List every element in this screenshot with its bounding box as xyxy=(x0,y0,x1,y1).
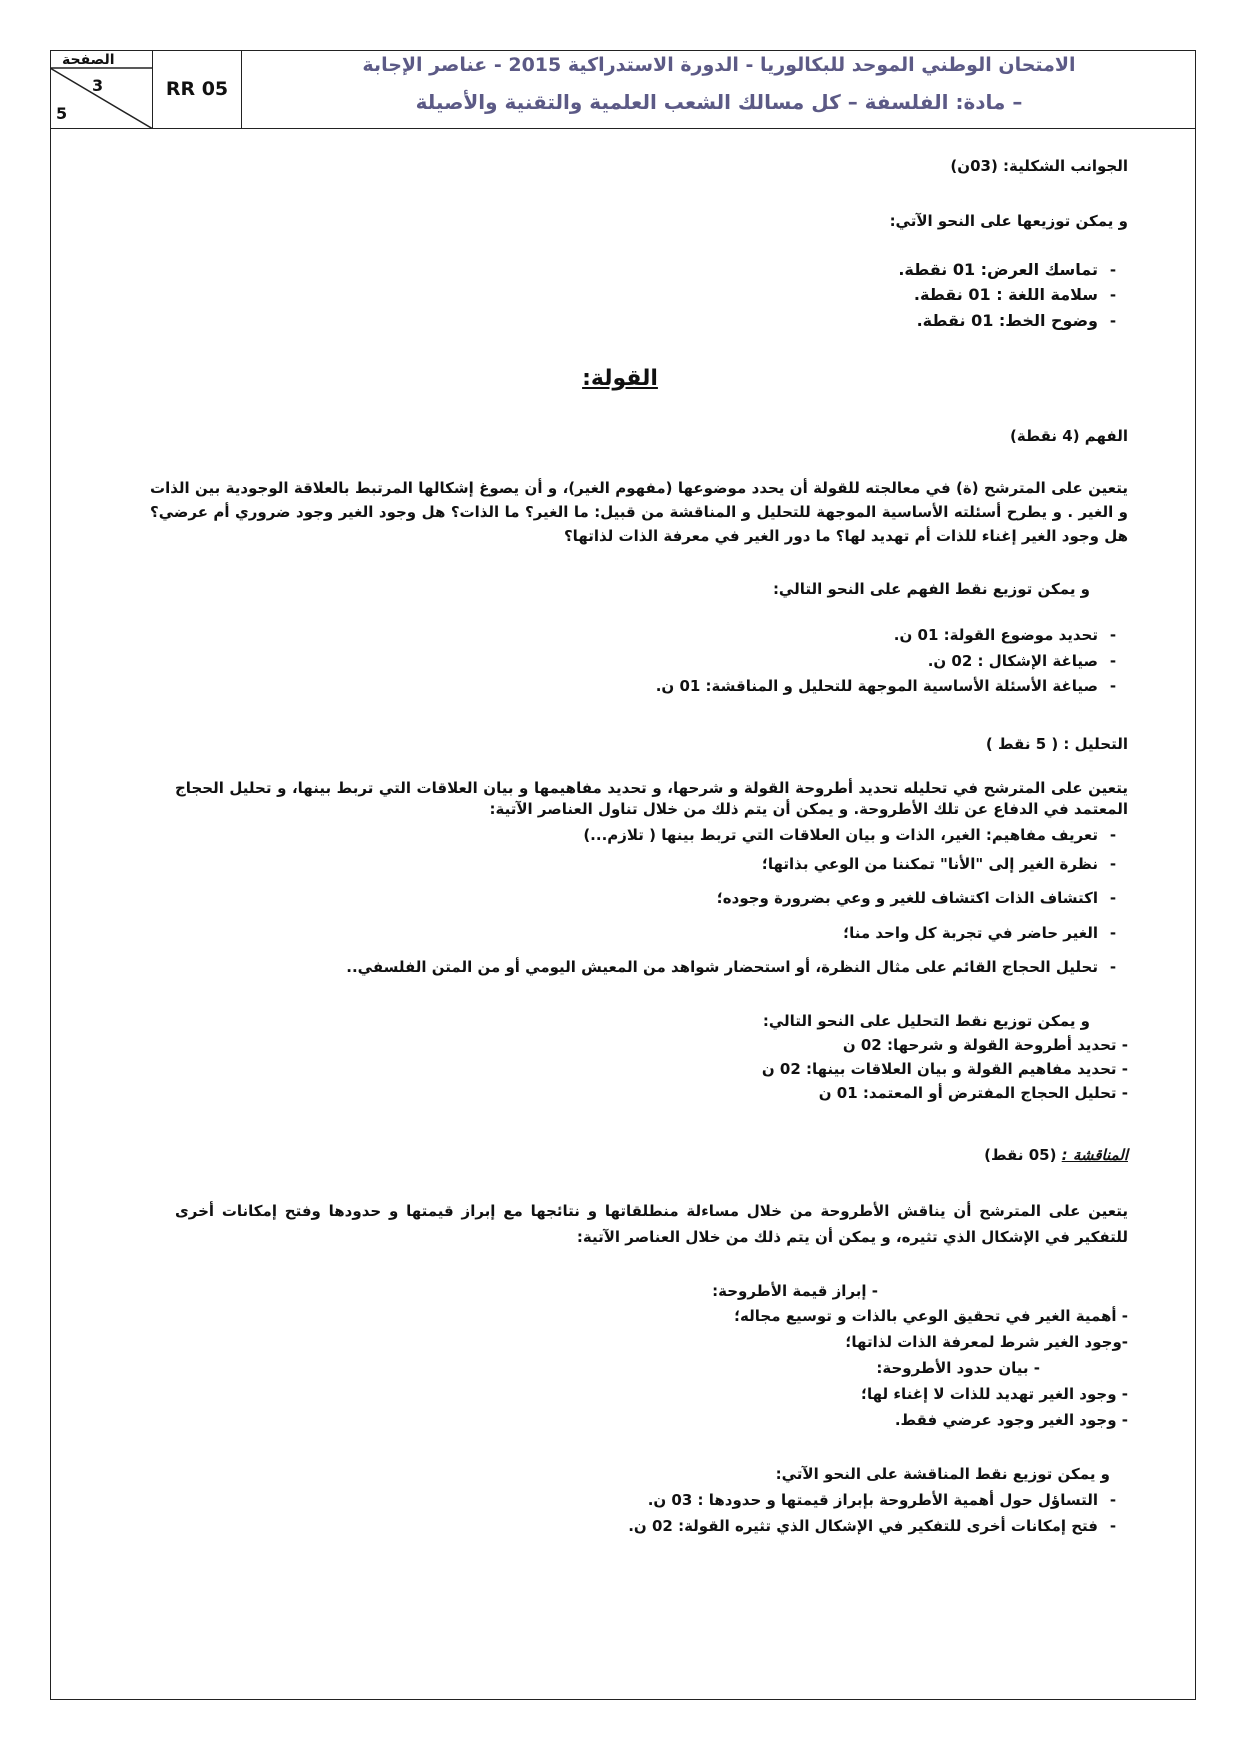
analysis-item: -تعريف مفاهيم: الغير، الذات و بيان العلاقات التي تربط بينها ( تلازم...) xyxy=(583,826,1117,844)
formal-item: -سلامة اللغة : 01 نقطة. xyxy=(913,285,1117,304)
discussion-title xyxy=(984,1146,1128,1164)
discussion-value-item: - أهمية الغير في تحقيق الوعي بالذات و توسيع مجاله؛ xyxy=(734,1307,1128,1325)
exam-title-box xyxy=(242,50,1196,129)
page-total: 5 xyxy=(56,104,68,123)
comprehension-title: الفهم (4 نقطة) xyxy=(1010,427,1128,445)
discussion-paragraph: يتعين على المترشح أن يناقش الأطروحة من خلال مساءلة منطلقاتها و نتائجها مع إبراز قيمتها و حدودها وفتح إمكانات أخرى للتفكير في الإشكال الذي تثيره، و يمكن أن يتم ذلك من خلال العناصر الآتية: xyxy=(175,1202,1128,1246)
analysis-score: - تحديد أطروحة القولة و شرحها: 02 ن xyxy=(842,1036,1128,1054)
page-number: 3 xyxy=(92,76,104,95)
analysis-intro: و يمكن توزيع نقط التحليل على النحو التالي: xyxy=(762,1012,1090,1030)
formal-intro: و يمكن توزيعها على النحو الآتي: xyxy=(889,212,1128,230)
discussion-score: -التساؤل حول أهمية الأطروحة بإبراز قيمتها و حدودها : 03 ن. xyxy=(647,1491,1117,1509)
comprehension-paragraph: يتعين على المترشح (ة) في معالجته للقولة أن يحدد موضوعها (مفهوم الغير)، و أن يصوغ إشكالها المرتبط بالعلاقة الوجودية بين الذات و الغير . و يطرح أسئلته الأساسية الموجهة للتحليل و المناقشة من قبيل: ما الغير؟ ما الذات؟ هل وجود الغير وجود ضروري أم عرضي؟ هل وجود الغير إغناء للذات أم تهديد لها؟ ما دور الغير في معرفة الذات لذاتها؟ xyxy=(150,479,1128,545)
discussion-limits-item: - وجود الغير تهديد للذات لا إغناء لها؛ xyxy=(861,1385,1128,1403)
discussion-limits-item: - وجود الغير وجود عرضي فقط. xyxy=(894,1411,1128,1429)
formal-title: الجوانب الشكلية: (03ن) xyxy=(950,157,1128,175)
page-label: الصفحة xyxy=(62,52,115,68)
discussion-intro: و يمكن توزيع نقط المناقشة على النحو الآتي: xyxy=(775,1465,1110,1483)
exam-title-line2: – مادة: الفلسفة – كل مسالك الشعب العلمية والتقنية والأصيلة xyxy=(415,90,1023,114)
discussion-title-points: (05 نقط) xyxy=(984,1146,1057,1164)
quote-heading: القولة: xyxy=(582,366,658,391)
discussion-limits-title: - بيان حدود الأطروحة: xyxy=(876,1359,1040,1377)
analysis-item: -الغير حاضر في تجربة كل واحد منا؛ xyxy=(843,924,1117,942)
analysis-score: - تحديد مفاهيم القولة و بيان العلاقات بينها: 02 ن xyxy=(761,1060,1128,1078)
exam-title-line1: الامتحان الوطني الموحد للبكالوريا - الدورة الاستدراكية 2015 - عناصر الإجابة xyxy=(362,54,1076,76)
exam-code: RR 05 xyxy=(153,50,242,129)
formal-item: -وضوح الخط: 01 نقطة. xyxy=(916,311,1117,330)
formal-item: -تماسك العرض: 01 نقطة. xyxy=(898,260,1117,279)
comprehension-item: -صياغة الإشكال : 02 ن. xyxy=(927,652,1117,670)
comprehension-item: -صياغة الأسئلة الأساسية الموجهة للتحليل و المناقشة: 01 ن. xyxy=(655,677,1117,695)
analysis-title: التحليل : ( 5 نقط ) xyxy=(985,735,1128,753)
comprehension-item: -تحديد موضوع القولة: 01 ن. xyxy=(893,626,1117,644)
analysis-score: - تحليل الحجاج المفترض أو المعتمد: 01 ن xyxy=(818,1084,1128,1102)
analysis-item: -اكتشاف الذات اكتشاف للغير و وعي بضرورة وجوده؛ xyxy=(716,889,1117,907)
analysis-item: -نظرة الغير إلى "الأنا" تمكننا من الوعي بذاتها؛ xyxy=(761,855,1117,873)
analysis-paragraph: يتعين على المترشح في تحليله تحديد أطروحة القولة و شرحها، و تحديد مفاهيمها و بيان العلاقات التي تربط بينها، و تحليل الحجاج المعتمد في الدفاع عن تلك الأطروحة. و يمكن أن يتم ذلك من خلال تناول العناصر الآتية: xyxy=(175,779,1128,818)
comprehension-intro: و يمكن توزيع نقط الفهم على النحو التالي: xyxy=(772,580,1090,598)
discussion-value-item: -وجود الغير شرط لمعرفة الذات لذاتها؛ xyxy=(845,1333,1128,1351)
discussion-value-title: - إبراز قيمة الأطروحة: xyxy=(712,1282,878,1300)
analysis-item: -تحليل الحجاج القائم على مثال النظرة، أو استحضار شواهد من المعيش اليومي أو من المتن الفلسفي.. xyxy=(346,958,1117,976)
discussion-score: -فتح إمكانات أخرى للتفكير في الإشكال الذي تثيره القولة: 02 ن. xyxy=(628,1517,1117,1535)
discussion-title-label: المناقشة : xyxy=(1061,1146,1128,1164)
